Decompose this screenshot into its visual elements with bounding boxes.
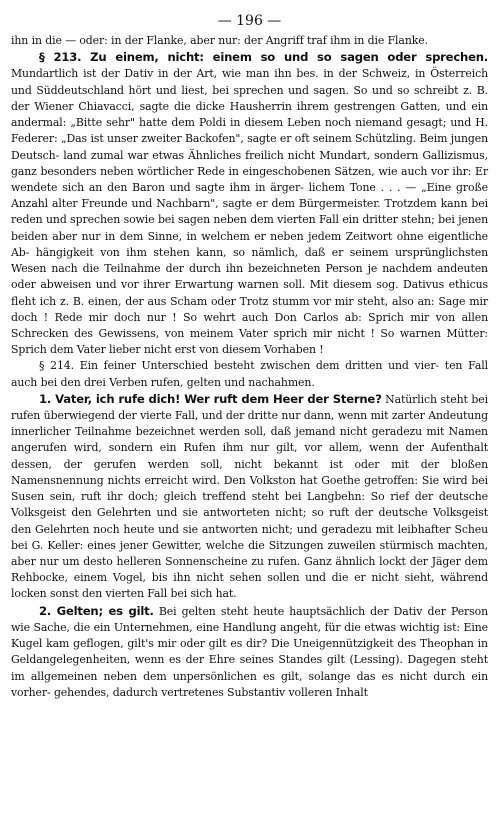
text-line: Mundartlich ist der Dativ in der Art, wie man ihn bes. in der Schweiz, in [11, 67, 426, 81]
text-line: ihn in die — oder: in der Flanke, aber nur: der Angriff traf ihm in die [11, 34, 385, 47]
text-line: Sonnenscheine zu rufen. Ganz ähnlich lockt der Jäger dem Rehbocke, [11, 555, 489, 585]
text-line: soll, daß jemand nicht geradezu mit Namen angerufen wird, sondern ein [11, 425, 488, 455]
text-line: sonst den vierten Fall bei sich hat. [49, 587, 237, 601]
text-line: Österreich und Süddeutschland hört und liest, bei sprechen und sagen. So [11, 67, 488, 97]
text-line: wie auch vor ihr: Er wendete sich an den Baron und sagte ihm in ärger- [11, 164, 488, 194]
text-line: Vater sprich mir nicht ! So warnen Mütter: Sprich dem Vater lieber [11, 326, 488, 357]
page-number: — 196 — [217, 13, 282, 29]
text-line: der Ehre seines Standes gilt (Lessing). Dagegen steht im allgemeinen neben [11, 653, 488, 683]
text-line: nichts erreicht wird. Den Volkston hat Goethe getroffen: Sie wird bei [107, 473, 488, 487]
text-line: land zumal war etwas Ähnliches freilich nicht Mundart, sondern Gallizismus, [63, 148, 488, 162]
section-heading: § 213. Zu einem, nicht: einem so und so sagen oder sprechen. [39, 50, 488, 65]
paragraph [11, 49, 488, 358]
text-line: werden soll, nicht bekannt ist oder mit der bloßen Namensnennung [11, 457, 488, 487]
text-line: bei sagen neben dem vierten Fall ein dritter stehn; bei jenen beiden aber nur [11, 213, 488, 243]
text-line: dann, wenn mit zarter Andeutung innerlicher Teilnahme bezeichnet werden [11, 409, 489, 439]
text-line: Rufen ihm nur gilt, vor allem, wenn der Aufenthalt dessen, der gerufen [11, 441, 488, 471]
text-line: deutsche Volksgeist den Gelehrten noch heute und sie antworten nicht; [11, 506, 488, 536]
text-line: Susen sein, ruft ihr doch; gleich treffend steht bei Langbehn: So rief der [11, 490, 434, 504]
body-text [11, 33, 488, 701]
text-line: ten Fall auch bei den drei Verben rufen, gelten und nachahmen. [11, 359, 488, 389]
text-line: lichem Tone . . . — „Eine große Anzahl alter Freunde und Nachbarn", [11, 180, 488, 211]
text-line: Wesen nach die Teilnahme der durch ihn bezeichneten Person je nachdem [11, 262, 432, 276]
text-line: die Sitzungen zuweilen stürmisch machten, aber nur um desto helleren [11, 538, 488, 568]
text-line: Natürlich steht bei rufen überwiegend der vierte Fall, und der dritte nur [11, 392, 488, 423]
text-line: nicht erst von diesem Vorhaben ! [143, 343, 324, 357]
section-heading: 2. Gelten; es gilt. [39, 603, 154, 618]
text-line: einem Vogel, bis ihn nicht sehen sollen und die er nicht sieht, während locken [11, 571, 488, 601]
paragraph [11, 391, 488, 603]
section-heading: 1. Vater, ich rufe dich! Wer ruft dem Heer der Sterne? [39, 391, 382, 406]
text-line: zweiter Backofen", sagte er oft seinem Schützling. Beim jungen Deutsch- [11, 132, 488, 162]
text-line: Die Uneigennützigkeit des Theophan in Geldangelegenheiten, wenn es [11, 637, 488, 667]
text-line: Bei gelten steht heute hauptsächlich der Dativ [158, 604, 423, 618]
text-line: die etwas wichtig ist: Eine Kugel kam geflogen, gilt's mir oder gilt es dir? [11, 620, 488, 651]
paragraph [11, 358, 488, 390]
text-line: § 214. Ein feiner Unterschied besteht zwischen dem dritten und vier- [39, 359, 440, 373]
text-line: in diesem Leben noch niemand gesagt; und H. Federer: „Das ist unser [11, 116, 488, 146]
text-line: in dem Sinne, in welchem er neben jedem Zeitwort ohne eigentliche Ab- [11, 229, 488, 259]
text-line: der Person wie Sache, die ein Unternehmen, eine Handlung angeht, für [11, 604, 488, 634]
text-line: andeuten oder abweisen und vor ihrer Erwartung warnen soll. Mit diesem [11, 262, 488, 292]
text-line: sagte er dem Bürgermeister. Trotzdem kann bei reden und sprechen sowie [11, 197, 488, 227]
paragraph [11, 33, 488, 49]
text-line: gehendes, dadurch vertretenes Substantiv volleren Inhalt [53, 685, 368, 699]
text-line: Don Carlos ab: Sprich mir von allen Schrecken des Gewissens, von meinem [11, 310, 488, 340]
text-line: vor mir steht, also an: Sage mir doch ! Rede mir doch nur ! So wehrt auch [11, 294, 489, 324]
text-line: ganz besonders neben wörtlicher Rede in eingeschobenen Sätzen, [11, 164, 375, 178]
text-line: und geradezu mit leibhafter Scheu bei G. Keller: eines jener Gewitter, welche [11, 522, 488, 552]
text-line: deutsche Volksgeist den Gelehrten und sie antworteten nicht; so ruft der [11, 490, 488, 520]
paragraph [11, 603, 488, 701]
text-line: hängigkeit von ihm stehen kann, so nämlich, daß er seinem ursprünglichsten [35, 245, 488, 259]
text-line: sog. Dativus ethicus fleht ich z. B. einen, der aus Scham oder Trotz stumm [11, 278, 488, 308]
text-line: dem unpersönlichen es gilt, solange das es nicht durch ein vorher- [11, 669, 488, 699]
text-line: ihrem gestrengen Gatten, und ein andermal: „Bitte sehr" hatte dem Poldi [11, 99, 488, 130]
text-line: und so schreibt z. B. der Wiener Chiavacci, sagte die dicke Hausherrin [11, 83, 488, 113]
text-line: Flanke. [387, 34, 428, 47]
